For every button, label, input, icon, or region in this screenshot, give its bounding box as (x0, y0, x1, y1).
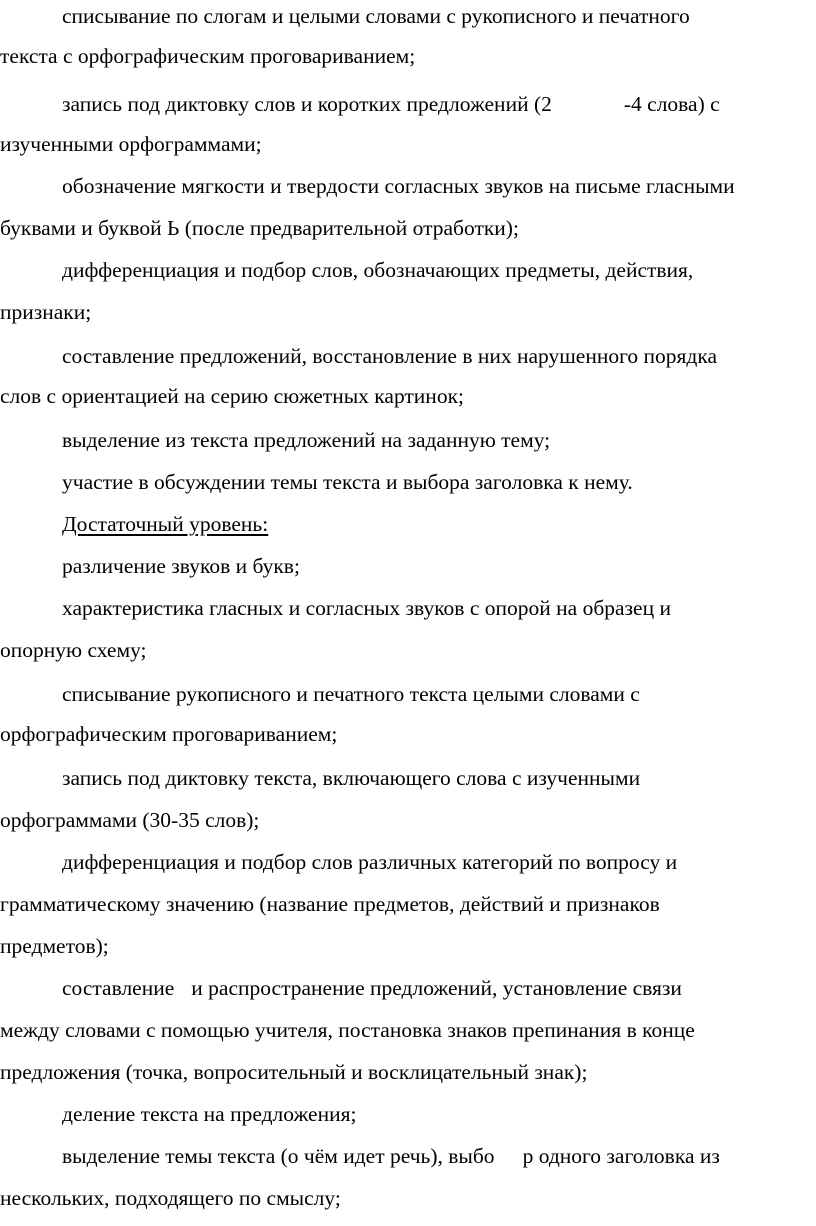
text-line: списывание рукописного и печатного текста целыми словами с (62, 682, 640, 706)
text-line: грамматическому значению (название предметов, действий и признаков (0, 892, 660, 916)
text-fragment: -4 слова) с (623, 92, 720, 116)
text-line: характеристика гласных и согласных звуков с опорой на образец и (62, 596, 671, 620)
text-line: орфографическим проговариванием; (0, 722, 338, 746)
text-fragment: составление (62, 976, 175, 1000)
text-line: составление предложений, восстановление в них нарушенного порядка (62, 344, 718, 368)
section-heading: Достаточный уровень: (62, 512, 269, 536)
text-line: дифференциация и подбор слов различных категорий по вопросу и (62, 850, 678, 874)
text-line (62, 94, 720, 116)
text-fragment: и распространение предложений, установление связи (191, 976, 682, 1000)
text-line: нескольких, подходящего по смыслу; (0, 1186, 341, 1210)
text-line: опорную схему; (0, 638, 147, 662)
text-line: дифференциация и подбор слов, обозначающих предметы, действия, (62, 258, 694, 282)
text-line: деление текста на предложения; (62, 1102, 357, 1126)
text-line: орфограммами (30-35 слов); (0, 808, 260, 832)
text-line: изученными орфограммами; (0, 132, 262, 156)
text-line: запись под диктовку текста, включающего слова с изученными (62, 766, 641, 790)
text-fragment: р одного заголовка из (522, 1144, 720, 1168)
text-line: списывание по слогам и целыми словами с рукописного и печатного (62, 4, 690, 28)
text-line: различение звуков и букв; (62, 554, 300, 578)
text-line (62, 1146, 720, 1168)
text-fragment: выделение темы текста (о чём идет речь), выбо (62, 1144, 495, 1168)
text-line: обозначение мягкости и твердости согласных звуков на письме гласными (62, 174, 735, 198)
text-line: участие в обсуждении темы текста и выбора заголовка к нему. (62, 470, 633, 494)
text-line: выделение из текста предложений на заданную тему; (62, 428, 551, 452)
text-line: предметов); (0, 934, 109, 958)
text-line: буквами и буквой Ь (после предварительной отработки); (0, 216, 519, 240)
text-line: текста с орфографическим проговариванием; (0, 44, 416, 68)
text-line: признаки; (0, 300, 92, 324)
text-line (62, 978, 682, 1000)
text-line: слов с ориентацией на серию сюжетных картинок; (0, 384, 464, 408)
text-fragment: запись под диктовку слов и коротких предложений (2 (62, 92, 552, 116)
text-line: между словами с помощью учителя, постановка знаков препинания в конце (0, 1018, 695, 1042)
text-line: предложения (точка, вопросительный и восклицательный знак); (0, 1060, 588, 1084)
